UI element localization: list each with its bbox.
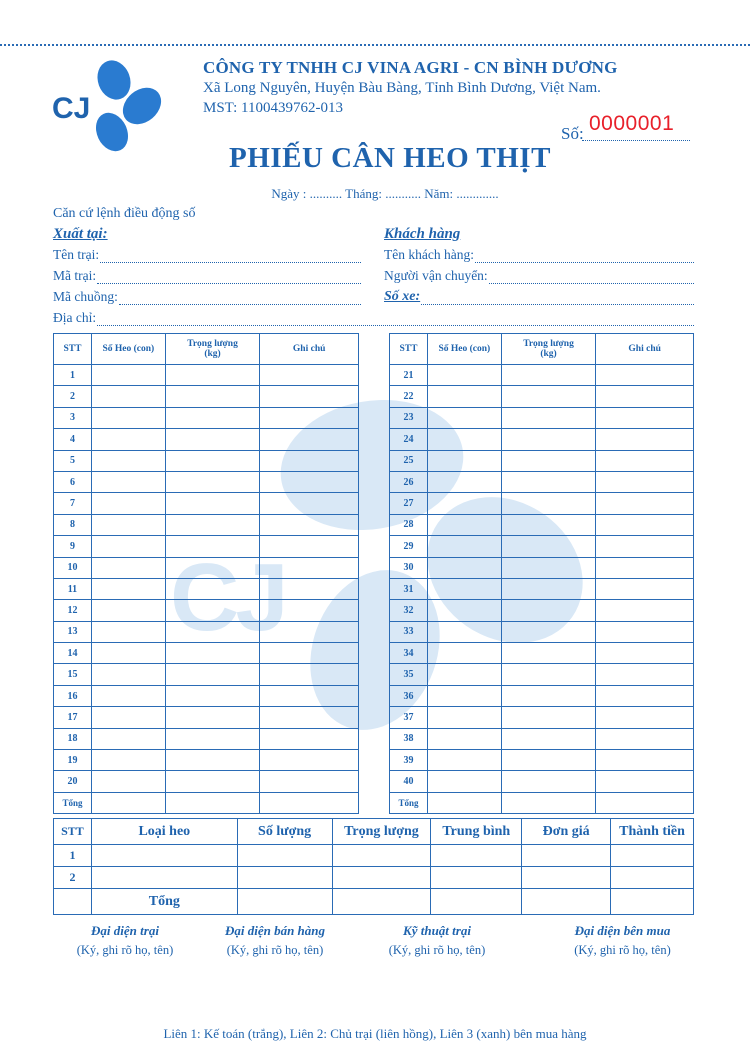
summary-cell[interactable] <box>611 845 694 867</box>
note-cell[interactable] <box>260 707 359 728</box>
note-cell[interactable] <box>260 365 359 386</box>
weight-cell[interactable] <box>501 514 596 535</box>
note-cell[interactable] <box>596 600 694 621</box>
note-cell[interactable] <box>260 685 359 706</box>
table-row <box>390 728 694 749</box>
weight-cell[interactable] <box>165 664 260 685</box>
logo-text: CJ <box>52 92 91 125</box>
note-cell[interactable] <box>260 664 359 685</box>
count-cell[interactable] <box>91 664 165 685</box>
signature-tech-note: (Ký, ghi rõ họ, tên) <box>388 943 486 957</box>
count-cell[interactable] <box>91 429 165 450</box>
row-number: 4 <box>54 429 92 450</box>
header-weight: Trọng lượng (kg) <box>165 334 260 365</box>
date-line: Ngày : .......... Tháng: ........... Năm: ............. <box>271 186 499 201</box>
count-cell[interactable] <box>427 600 501 621</box>
copy-distribution-note: Liên 1: Kế toán (trắng), Liên 2: Chủ trại (liên hồng), Liên 3 (xanh) bên mua hàng <box>163 1026 587 1041</box>
summary-header: Loại heo <box>91 819 237 845</box>
weight-cell[interactable] <box>501 728 596 749</box>
perforation-line <box>0 44 750 46</box>
detail-table-left <box>53 333 359 814</box>
summary-cell[interactable] <box>332 867 431 889</box>
note-cell[interactable] <box>596 728 694 749</box>
header-weight: Trọng lượng (kg) <box>501 334 596 365</box>
signature-tech-title: Kỹ thuật trại <box>403 923 471 938</box>
row-number: 38 <box>390 728 428 749</box>
section-customer-heading: Khách hàng <box>384 226 461 242</box>
row-number: 28 <box>390 514 428 535</box>
row-number: 33 <box>390 621 428 642</box>
weight-cell[interactable] <box>501 536 596 557</box>
weight-cell[interactable] <box>165 514 260 535</box>
count-cell[interactable] <box>427 536 501 557</box>
weight-cell[interactable] <box>501 771 596 792</box>
row-number: 1 <box>54 845 92 867</box>
note-cell[interactable] <box>260 493 359 514</box>
table-row <box>390 771 694 792</box>
summary-header: STT <box>54 819 92 845</box>
count-cell[interactable] <box>427 514 501 535</box>
table-row <box>390 429 694 450</box>
weight-cell[interactable] <box>501 707 596 728</box>
weight-cell[interactable] <box>501 386 596 407</box>
table-row <box>390 621 694 642</box>
signature-buyer-title: Đại diện bên mua <box>574 923 671 938</box>
summary-row <box>54 845 694 867</box>
weight-cell[interactable] <box>165 429 260 450</box>
row-number: 2 <box>54 867 92 889</box>
row-number: 35 <box>390 664 428 685</box>
total-count-cell[interactable] <box>91 792 165 813</box>
table-row <box>390 471 694 492</box>
note-cell[interactable] <box>596 771 694 792</box>
summary-total-blank <box>54 889 92 915</box>
count-cell[interactable] <box>91 685 165 706</box>
weight-cell[interactable] <box>501 643 596 664</box>
row-number: 24 <box>390 429 428 450</box>
table-row <box>54 707 359 728</box>
company-address: Xã Long Nguyên, Huyện Bàu Bàng, Tỉnh Bình Dương, Việt Nam. <box>203 80 601 96</box>
total-note-cell[interactable] <box>260 792 359 813</box>
weight-cell[interactable] <box>165 557 260 578</box>
count-cell[interactable] <box>427 365 501 386</box>
weight-cell[interactable] <box>165 621 260 642</box>
count-cell[interactable] <box>91 536 165 557</box>
weight-cell[interactable] <box>165 407 260 428</box>
count-cell[interactable] <box>91 514 165 535</box>
note-cell[interactable] <box>596 707 694 728</box>
signature-farm-title: Đại diện trại <box>91 923 159 938</box>
count-cell[interactable] <box>427 557 501 578</box>
total-note-cell[interactable] <box>596 792 694 813</box>
summary-total-label: Tổng <box>91 889 237 915</box>
note-cell[interactable] <box>596 514 694 535</box>
row-number: 3 <box>54 407 92 428</box>
header-note: Ghi chú <box>596 334 694 365</box>
note-cell[interactable] <box>596 685 694 706</box>
signature-sales-title: Đại diện bán hàng <box>224 923 326 938</box>
row-number: 8 <box>54 514 92 535</box>
row-number: 26 <box>390 471 428 492</box>
table-row <box>390 493 694 514</box>
weight-cell[interactable] <box>501 600 596 621</box>
total-label: Tổng <box>390 792 428 813</box>
header-count: Số Heo (con) <box>91 334 165 365</box>
signature-buyer-note: (Ký, ghi rõ họ, tên) <box>574 943 671 957</box>
note-cell[interactable] <box>260 728 359 749</box>
weight-cell[interactable] <box>501 365 596 386</box>
summary-cell[interactable] <box>611 867 694 889</box>
detail-table-right <box>389 333 694 814</box>
weight-cell[interactable] <box>501 429 596 450</box>
table-row <box>54 621 359 642</box>
table-row <box>54 664 359 685</box>
summary-total-row <box>54 889 694 915</box>
row-number: 34 <box>390 643 428 664</box>
weight-cell[interactable] <box>165 471 260 492</box>
weight-cell[interactable] <box>165 386 260 407</box>
row-number: 39 <box>390 750 428 771</box>
weight-cell[interactable] <box>165 600 260 621</box>
row-number: 30 <box>390 557 428 578</box>
row-number: 40 <box>390 771 428 792</box>
row-number: 9 <box>54 536 92 557</box>
table-row <box>390 450 694 471</box>
summary-header: Trọng lượng <box>332 819 431 845</box>
summary-total-cell[interactable] <box>611 889 694 915</box>
note-cell[interactable] <box>260 578 359 599</box>
summary-row <box>54 867 694 889</box>
note-cell[interactable] <box>596 643 694 664</box>
summary-cell[interactable] <box>522 845 611 867</box>
row-number: 16 <box>54 685 92 706</box>
weight-cell[interactable] <box>165 707 260 728</box>
summary-cell[interactable] <box>332 845 431 867</box>
table-row <box>54 771 359 792</box>
page-title: PHIẾU CÂN HEO THỊT <box>229 142 551 174</box>
summary-header: Trung bình <box>431 819 522 845</box>
weight-cell[interactable] <box>165 728 260 749</box>
total-weight-cell[interactable] <box>501 792 596 813</box>
note-cell[interactable] <box>260 514 359 535</box>
note-cell[interactable] <box>260 643 359 664</box>
count-cell[interactable] <box>427 643 501 664</box>
summary-cell[interactable] <box>91 867 237 889</box>
count-cell[interactable] <box>91 600 165 621</box>
company-tax-code: MST: 1100439762-013 <box>203 100 343 116</box>
count-cell[interactable] <box>91 386 165 407</box>
row-number: 14 <box>54 643 92 664</box>
note-cell[interactable] <box>596 750 694 771</box>
row-number: 5 <box>54 450 92 471</box>
weight-cell[interactable] <box>501 493 596 514</box>
table-row <box>54 643 359 664</box>
total-label: Tổng <box>54 792 92 813</box>
count-cell[interactable] <box>427 578 501 599</box>
weight-cell[interactable] <box>501 450 596 471</box>
note-cell[interactable] <box>596 557 694 578</box>
count-cell[interactable] <box>91 643 165 664</box>
table-row <box>390 578 694 599</box>
weight-cell[interactable] <box>165 643 260 664</box>
total-row <box>54 792 359 813</box>
customer-name-field[interactable] <box>384 247 694 263</box>
count-cell[interactable] <box>427 471 501 492</box>
note-cell[interactable] <box>260 536 359 557</box>
summary-table <box>53 818 694 915</box>
customer-name-label: Tên khách hàng: <box>384 247 474 262</box>
count-cell[interactable] <box>91 750 165 771</box>
section-origin-heading: Xuất tại: <box>53 226 108 242</box>
address-field[interactable] <box>53 310 694 326</box>
count-cell[interactable] <box>91 557 165 578</box>
note-cell[interactable] <box>596 407 694 428</box>
table-row <box>390 600 694 621</box>
weight-cell[interactable] <box>501 557 596 578</box>
signature-farm-note: (Ký, ghi rõ họ, tên) <box>76 943 174 957</box>
note-cell[interactable] <box>260 386 359 407</box>
count-cell[interactable] <box>427 429 501 450</box>
serial-number: 0000001 <box>589 112 675 135</box>
row-number: 32 <box>390 600 428 621</box>
note-cell[interactable] <box>596 386 694 407</box>
summary-cell[interactable] <box>91 845 237 867</box>
row-number: 36 <box>390 685 428 706</box>
row-number: 37 <box>390 707 428 728</box>
note-cell[interactable] <box>596 578 694 599</box>
count-cell[interactable] <box>427 728 501 749</box>
order-reference: Căn cứ lệnh điều động số <box>53 206 196 221</box>
table-row <box>54 685 359 706</box>
note-cell[interactable] <box>596 664 694 685</box>
serial-label: Số: <box>561 124 584 143</box>
header-stt: STT <box>54 334 92 365</box>
count-cell[interactable] <box>91 621 165 642</box>
row-number: 11 <box>54 578 92 599</box>
table-row <box>390 365 694 386</box>
row-number: 21 <box>390 365 428 386</box>
weight-cell[interactable] <box>165 493 260 514</box>
table-row <box>390 536 694 557</box>
weight-cell[interactable] <box>501 750 596 771</box>
total-row <box>390 792 694 813</box>
vehicle-number-field[interactable] <box>384 289 694 305</box>
note-cell[interactable] <box>260 557 359 578</box>
transporter-label: Người vận chuyển: <box>384 268 488 283</box>
count-cell[interactable] <box>91 407 165 428</box>
row-number: 6 <box>54 471 92 492</box>
count-cell[interactable] <box>91 471 165 492</box>
total-count-cell[interactable] <box>427 792 501 813</box>
row-number: 18 <box>54 728 92 749</box>
company-name: CÔNG TY TNHH CJ VINA AGRI - CN BÌNH DƯƠNG <box>203 58 618 77</box>
summary-cell[interactable] <box>522 867 611 889</box>
count-cell[interactable] <box>91 578 165 599</box>
note-cell[interactable] <box>596 429 694 450</box>
note-cell[interactable] <box>260 771 359 792</box>
summary-cell[interactable] <box>431 845 522 867</box>
summary-cell[interactable] <box>237 867 332 889</box>
weight-cell[interactable] <box>501 664 596 685</box>
row-number: 7 <box>54 493 92 514</box>
count-cell[interactable] <box>91 450 165 471</box>
table-row <box>54 365 359 386</box>
weight-cell[interactable] <box>165 536 260 557</box>
count-cell[interactable] <box>91 728 165 749</box>
row-number: 17 <box>54 707 92 728</box>
summary-total-cell[interactable] <box>522 889 611 915</box>
row-number: 10 <box>54 557 92 578</box>
note-cell[interactable] <box>260 600 359 621</box>
vehicle-number-label: Số xe: <box>384 289 421 304</box>
farm-name-field[interactable] <box>53 247 361 263</box>
address-label: Địa chỉ: <box>53 310 97 325</box>
table-row <box>54 386 359 407</box>
table-row <box>54 728 359 749</box>
weight-cell[interactable] <box>165 750 260 771</box>
count-cell[interactable] <box>91 493 165 514</box>
count-cell[interactable] <box>427 407 501 428</box>
note-cell[interactable] <box>596 621 694 642</box>
table-row <box>54 493 359 514</box>
weight-cell[interactable] <box>501 621 596 642</box>
row-number: 29 <box>390 536 428 557</box>
summary-cell[interactable] <box>431 867 522 889</box>
count-cell[interactable] <box>91 365 165 386</box>
table-row <box>390 685 694 706</box>
total-weight-cell[interactable] <box>165 792 260 813</box>
table-row <box>54 750 359 771</box>
row-number: 23 <box>390 407 428 428</box>
row-number: 2 <box>54 386 92 407</box>
note-cell[interactable] <box>596 493 694 514</box>
table-row <box>390 750 694 771</box>
weight-cell[interactable] <box>501 578 596 599</box>
summary-total-cell[interactable] <box>332 889 431 915</box>
weight-cell[interactable] <box>501 407 596 428</box>
farm-code-field[interactable] <box>53 268 361 284</box>
row-number: 12 <box>54 600 92 621</box>
table-row <box>390 514 694 535</box>
note-cell[interactable] <box>260 621 359 642</box>
table-row <box>54 429 359 450</box>
count-cell[interactable] <box>427 750 501 771</box>
row-number: 20 <box>54 771 92 792</box>
table-row <box>390 643 694 664</box>
summary-header: Số lượng <box>237 819 332 845</box>
row-number: 1 <box>54 365 92 386</box>
table-row <box>54 536 359 557</box>
table-row <box>54 450 359 471</box>
transporter-field[interactable] <box>384 268 694 284</box>
weight-cell[interactable] <box>165 578 260 599</box>
summary-header: Thành tiền <box>611 819 694 845</box>
header-count: Số Heo (con) <box>427 334 501 365</box>
farm-code-label: Mã trại: <box>53 268 97 283</box>
note-cell[interactable] <box>596 365 694 386</box>
header-stt: STT <box>390 334 428 365</box>
note-cell[interactable] <box>260 429 359 450</box>
table-row <box>54 578 359 599</box>
count-cell[interactable] <box>427 621 501 642</box>
barn-code-label: Mã chuồng: <box>53 289 118 304</box>
signature-sales-note: (Ký, ghi rõ họ, tên) <box>226 943 324 957</box>
weight-cell[interactable] <box>501 471 596 492</box>
weight-cell[interactable] <box>165 450 260 471</box>
count-cell[interactable] <box>427 386 501 407</box>
summary-cell[interactable] <box>237 845 332 867</box>
table-row <box>54 557 359 578</box>
row-number: 22 <box>390 386 428 407</box>
weight-cell[interactable] <box>165 771 260 792</box>
table-row <box>390 407 694 428</box>
farm-name-label: Tên trại: <box>53 247 100 262</box>
row-number: 27 <box>390 493 428 514</box>
note-cell[interactable] <box>260 471 359 492</box>
weight-cell[interactable] <box>165 685 260 706</box>
summary-total-cell[interactable] <box>237 889 332 915</box>
count-cell[interactable] <box>427 493 501 514</box>
summary-header: Đơn giá <box>522 819 611 845</box>
count-cell[interactable] <box>91 771 165 792</box>
count-cell[interactable] <box>427 664 501 685</box>
count-cell[interactable] <box>91 707 165 728</box>
count-cell[interactable] <box>427 685 501 706</box>
table-row <box>54 407 359 428</box>
weight-cell[interactable] <box>165 365 260 386</box>
note-cell[interactable] <box>260 407 359 428</box>
table-row <box>54 514 359 535</box>
row-number: 15 <box>54 664 92 685</box>
table-row <box>390 664 694 685</box>
table-row <box>54 471 359 492</box>
row-number: 19 <box>54 750 92 771</box>
cj-logo-icon <box>50 58 168 154</box>
table-row <box>54 600 359 621</box>
note-cell[interactable] <box>596 536 694 557</box>
note-cell[interactable] <box>260 450 359 471</box>
count-cell[interactable] <box>427 707 501 728</box>
note-cell[interactable] <box>596 450 694 471</box>
count-cell[interactable] <box>427 450 501 471</box>
row-number: 13 <box>54 621 92 642</box>
table-row <box>390 557 694 578</box>
row-number: 25 <box>390 450 428 471</box>
summary-total-cell[interactable] <box>431 889 522 915</box>
table-row <box>390 707 694 728</box>
row-number: 31 <box>390 578 428 599</box>
barn-code-field[interactable] <box>53 289 361 305</box>
weight-cell[interactable] <box>501 685 596 706</box>
table-row <box>390 386 694 407</box>
count-cell[interactable] <box>427 771 501 792</box>
note-cell[interactable] <box>596 471 694 492</box>
header-note: Ghi chú <box>260 334 359 365</box>
svg-text:CJ: CJ <box>170 544 285 651</box>
note-cell[interactable] <box>260 750 359 771</box>
